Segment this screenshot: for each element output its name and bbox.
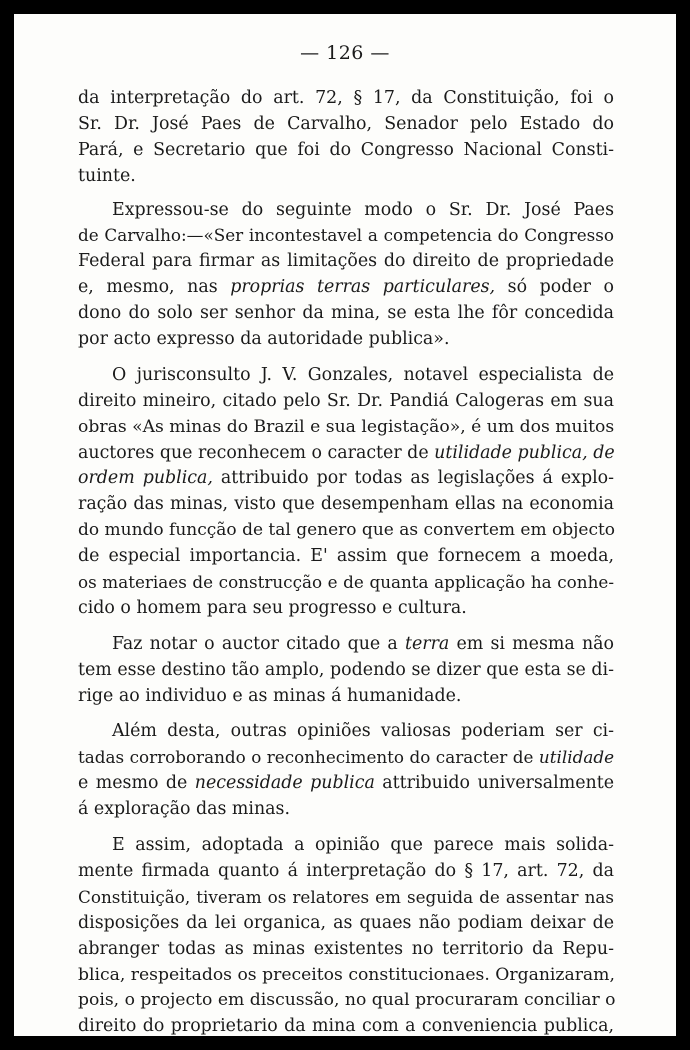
text-segment: tadas corroborando o reconhecimento do caracter de xyxy=(78,747,539,768)
text-line: por acto expresso da autoridade publica». xyxy=(78,329,450,350)
text-line: á exploração das minas. xyxy=(78,799,290,820)
text-line: blica, respeitados os preceitos constitucionaes. Organizaram, xyxy=(78,964,615,985)
italic-segment: utilidade publica, de xyxy=(434,442,615,463)
text-line: pois, o projecto em discussão, no qual procuraram conciliar o xyxy=(78,990,616,1011)
text-line: tem esse destino tão amplo, podendo se dizer que esta se di- xyxy=(78,659,614,680)
italic-segment: necessidade publica xyxy=(194,773,375,794)
book-page xyxy=(14,14,676,1036)
text-line: abranger todas as minas existentes no territorio da Repu- xyxy=(78,938,614,959)
text-line: Constituição, tiveram os relatores em seguida de assentar nas xyxy=(78,886,614,907)
paragraph xyxy=(78,833,614,1040)
text-line: da interpretação do art. 72, § 17, da Constituição, foi o xyxy=(78,88,614,108)
text-segment: attribuido por todas as legislações á explo- xyxy=(212,468,615,489)
text-line xyxy=(78,771,614,797)
text-line: O jurisconsulto J. V. Gonzales, notavel especialista de xyxy=(112,364,614,385)
text-segment: e, mesmo, nas xyxy=(78,277,231,298)
text-line: rige ao individuo e as minas á humanidade. xyxy=(78,685,462,706)
text-line xyxy=(78,275,614,301)
text-line xyxy=(78,745,614,771)
text-segment: auctores que reconhecem o caracter de xyxy=(78,442,435,463)
paragraph xyxy=(78,86,614,190)
paragraph xyxy=(78,198,614,353)
italic-segment: ordem publica, xyxy=(78,468,213,489)
text-line: mente firmada quanto á interpretação do § 17, art. 72, da xyxy=(78,860,614,881)
italic-segment: terra xyxy=(405,633,450,654)
text-line: direito do proprietario da mina com a conveniencia publica, xyxy=(78,1016,614,1037)
text-segment: só poder o xyxy=(495,277,615,298)
text-segment: em si mesma não xyxy=(449,633,614,654)
text-line xyxy=(78,632,614,658)
text-segment: e mesmo de xyxy=(78,773,195,794)
text-line: disposições da lei organica, as quaes não podiam deixar de xyxy=(78,912,614,933)
text-line: dono do solo ser senhor da mina, se esta lhe fôr concedida xyxy=(78,303,614,324)
paragraph xyxy=(78,632,614,710)
text-line: obras «As minas do Brazil e sua legistação», é um dos muitos xyxy=(78,416,615,437)
italic-segment: proprias terras particulares, xyxy=(230,277,496,298)
page-number: — 126 — xyxy=(300,42,390,64)
text-segment: attribuido universalmente xyxy=(374,773,614,794)
paragraph xyxy=(78,719,614,823)
text-line: do mundo funcção de tal genero que as convertem em objecto xyxy=(78,520,616,541)
text-line: Expressou-se do seguinte modo o Sr. Dr. José Paes xyxy=(112,199,614,220)
text-line: ração das minas, visto que desempenham ellas na economia xyxy=(78,494,614,515)
text-line xyxy=(78,466,614,492)
text-line: direito mineiro, citado pelo Sr. Dr. Pandiá Calogeras em sua xyxy=(78,390,614,411)
text-line: Sr. Dr. José Paes de Carvalho, Senador pelo Estado do xyxy=(78,113,614,134)
text-line: tuinte. xyxy=(78,165,136,186)
italic-segment: utilidade xyxy=(538,747,614,768)
text-segment: Faz notar o auctor citado que a xyxy=(112,633,405,654)
text-line: Além desta, outras opiniões valiosas poderiam ser ci- xyxy=(112,721,614,742)
text-line: Federal para firmar as limitações do direito de propriedade xyxy=(78,251,614,272)
text-line: de especial importancia. E' assim que fornecem a moeda, xyxy=(78,546,614,567)
text-line: os materiaes de construcção e de quanta applicação ha conhe- xyxy=(78,572,614,593)
text-line xyxy=(78,441,614,467)
text-line: cido o homem para seu progresso e cultura. xyxy=(78,597,467,618)
paragraph xyxy=(78,363,614,622)
text-line: Pará, e Secretario que foi do Congresso Nacional Consti- xyxy=(78,139,614,160)
text-line: de Carvalho:—«Ser incontestavel a competencia do Congresso xyxy=(78,225,614,246)
text-line: E assim, adoptada a opinião que parece mais solida- xyxy=(112,835,614,856)
body-text xyxy=(78,86,614,1040)
